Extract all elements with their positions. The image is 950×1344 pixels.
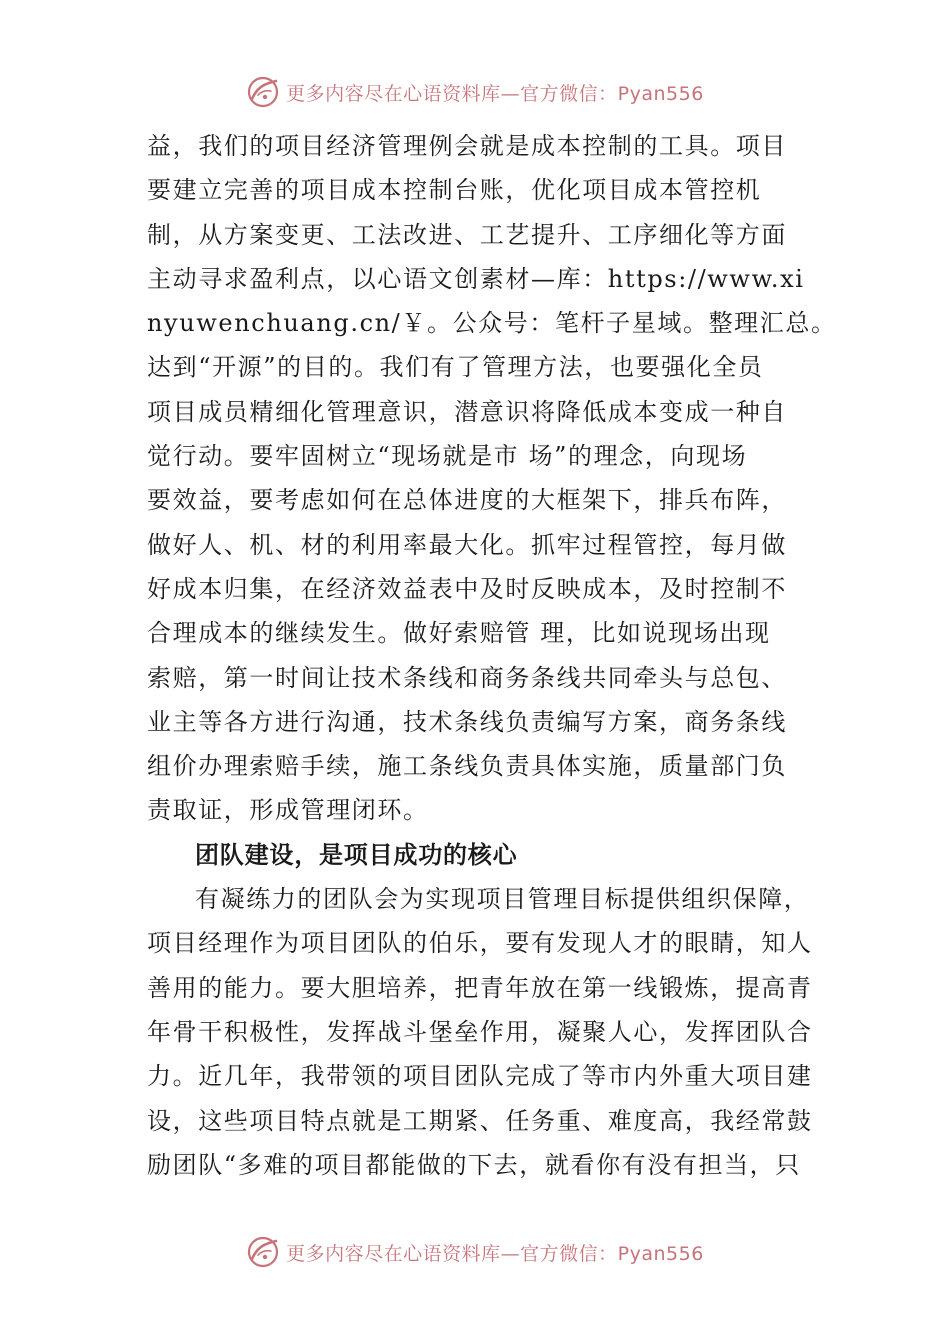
wechat-id: Pyan556 <box>617 82 704 105</box>
wechat-id: Pyan556 <box>617 1242 704 1265</box>
document-body <box>147 124 837 1187</box>
text-line: 益，我们的项目经济管理例会就是成本控制的工具。项目 <box>147 132 787 160</box>
text-line: 组价办理索赔手续，施工条线负责具体实施，质量部门负 <box>147 752 787 781</box>
text-line: 力。近几年，我带领的项目团队完成了等市内外重大项目建 <box>147 1062 813 1091</box>
text-line: 索赔，第一时间让技术条线和商务条线共同牵头与总包、 <box>147 663 787 692</box>
text-line: 觉行动。要牢固树立“现场就是市 场”的理念，向现场 <box>147 442 748 471</box>
text-line: 项目成员精细化管理意识，潜意识将降低成本变成一种自 <box>147 397 787 426</box>
text-line: 做好人、机、材的利用率最大化。抓牢过程管控，每月做 <box>147 530 787 559</box>
text-line: nyuwenchuang.cn/￥。公众号：笔杆子星域。整理汇总。 <box>147 309 837 338</box>
header-watermark <box>0 72 950 112</box>
text-line: 有凝练力的团队会为实现项目管理目标提供组织保障， <box>195 885 810 914</box>
text-line: 项目经理作为项目团队的伯乐，要有发现人才的眼睛，知人 <box>147 929 813 958</box>
watermark-text: 更多内容尽在心语资料库—官方微信：Pyan556 <box>286 82 704 105</box>
text-line: 主动寻求盈利点，以心语文创素材—库：https://www.xi <box>147 264 805 293</box>
text-line: 责取证，形成管理闭环。 <box>147 796 429 825</box>
text-line: 达到“开源”的目的。我们有了管理方法，也要强化全员 <box>147 353 764 382</box>
watermark-logo-icon <box>246 75 280 109</box>
text-line: 要建立完善的项目成本控制台账，优化项目成本管控机 <box>147 176 762 205</box>
text-line: 业主等各方进行沟通，技术条线负责编写方案，商务条线 <box>147 707 787 736</box>
text-line: 合理成本的继续发生。做好索赔管 理，比如说现场出现 <box>147 619 771 648</box>
watermark-logo-icon <box>246 1235 280 1269</box>
text-line: 年骨干积极性，发挥战斗堡垒作用，凝聚人心，发挥团队合 <box>147 1017 813 1046</box>
footer-watermark <box>0 1232 950 1272</box>
text-line: 好成本归集，在经济效益表中及时反映成本，及时控制不 <box>147 574 787 603</box>
text-line: 制，从方案变更、工法改进、工艺提升、工序细化等方面 <box>147 220 787 249</box>
text-line: 善用的能力。要大胆培养，把青年放在第一线锻炼，提高青 <box>147 973 813 1002</box>
text-line: 励团队“多难的项目都能做的下去，就看你有没有担当，只 <box>147 1150 801 1179</box>
text-line: 要效益，要考虑如何在总体进度的大框架下，排兵布阵， <box>147 486 787 515</box>
watermark-text: 更多内容尽在心语资料库—官方微信：Pyan556 <box>286 1242 704 1265</box>
section-heading: 团队建设，是项目成功的核心 <box>195 839 518 869</box>
text-line: 设，这些项目特点就是工期紧、任务重、难度高，我经常鼓 <box>147 1106 813 1135</box>
